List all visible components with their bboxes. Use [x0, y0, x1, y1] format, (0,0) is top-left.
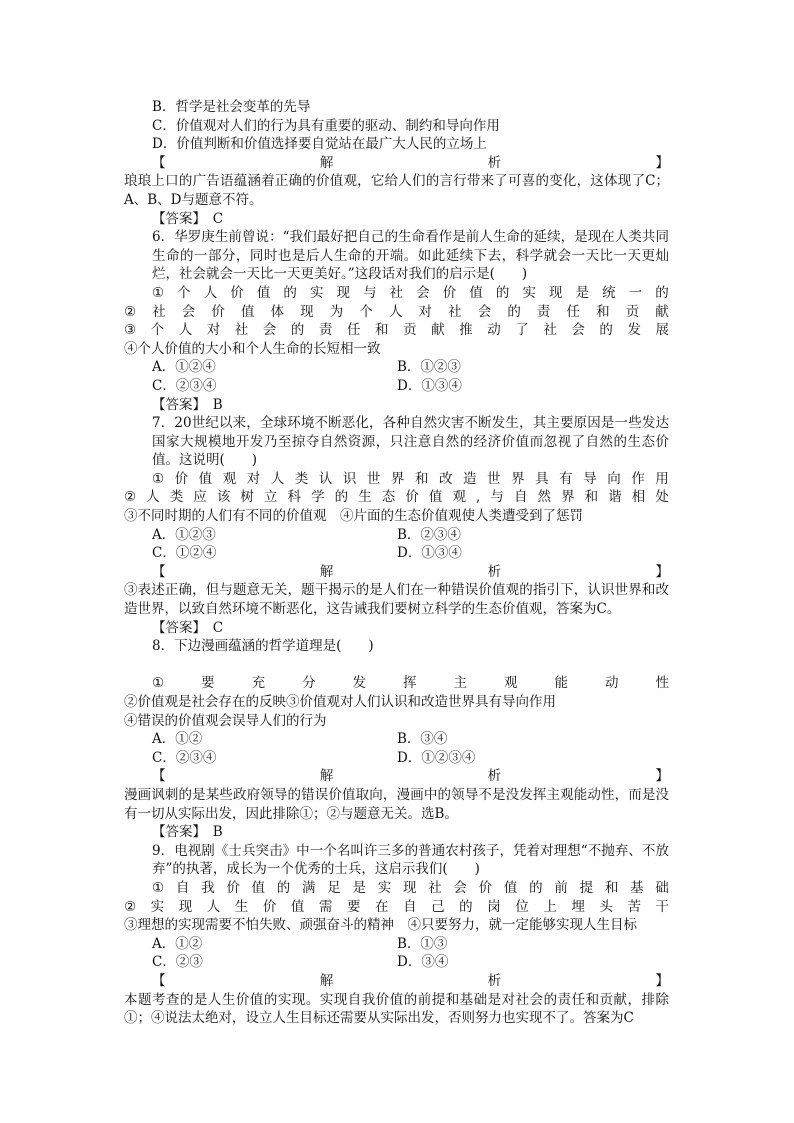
spread-char: 值: [469, 284, 483, 301]
spread-char: 生: [234, 898, 249, 915]
spread-char: 基: [630, 879, 644, 896]
spread-char: 价: [442, 284, 457, 301]
spread-char: 实: [309, 284, 324, 301]
document-body: [124, 98, 669, 1028]
q8-analysis-text: 漫画讽刺的是某些政府领导的错误价值取向，漫画中的领导不是没发挥主观能动性，而是没有一切从实际出发，因此排除①；②与题意无关。选B。: [124, 786, 669, 822]
spread-char: 的: [276, 879, 291, 896]
spread-char: 导: [583, 470, 597, 487]
spread-char: 自: [513, 489, 528, 506]
spread-char: 价: [262, 898, 277, 915]
spread-char: 础: [655, 879, 669, 896]
spread-char: 实: [150, 898, 165, 915]
q5-answer: 【答案】 C: [152, 210, 224, 227]
spread-char: 的: [655, 284, 669, 301]
spread-char: 提: [579, 879, 594, 896]
q6-statement-3: [124, 321, 669, 340]
spread-char: 主: [453, 675, 468, 692]
spread-char: 发: [627, 322, 641, 339]
q6-statement-2: [124, 303, 669, 322]
q8-statement-2: ②价值观是社会存在的反映③价值观对人们认识和改造世界具有导向作用: [124, 694, 556, 710]
spread-char: 与: [363, 284, 377, 301]
spread-char: 价: [174, 470, 189, 487]
q7-statement-1: [124, 470, 669, 489]
spread-char: 处: [655, 489, 669, 506]
spread-char: ,: [476, 489, 481, 506]
spread-char: 该: [216, 489, 231, 506]
spread-char: 现: [300, 303, 314, 320]
spread-char: 界: [561, 489, 575, 506]
spread-char: 立: [263, 489, 278, 506]
spread-char: 价: [478, 879, 493, 896]
spread-char: 会: [571, 322, 585, 339]
spread-char: 实: [377, 879, 392, 896]
spread-char: 头: [599, 898, 613, 915]
spread-char: 社: [152, 303, 166, 320]
q5-analysis-header: 【 解 析 】: [152, 154, 669, 171]
cartoon-placeholder: [124, 656, 669, 675]
q8-options-row-1: A．①② B．③④: [152, 731, 448, 748]
q9-options-row-2: C．②③ D．③④: [152, 954, 449, 971]
spread-char: 个: [177, 284, 191, 301]
spread-char: 会: [181, 303, 196, 320]
spread-char: 具: [535, 470, 549, 487]
spread-char: 树: [240, 489, 254, 506]
spread-char: 类: [169, 489, 184, 506]
spread-char: 会: [477, 303, 492, 320]
spread-char: 值: [256, 284, 271, 301]
spread-char: 会: [416, 284, 430, 301]
q8-statement-3: ④错误的价值观会误导人们的行为: [124, 712, 327, 729]
q8-stem: 8．下边漫画蕴涵的哲学道理是( ): [152, 638, 374, 655]
spread-char: 任: [566, 303, 581, 320]
spread-char: 界: [390, 470, 405, 487]
spread-char: 贡: [403, 322, 417, 339]
spread-char: 科: [287, 489, 302, 506]
spread-char: 态: [381, 489, 396, 506]
spread-char: 性: [655, 675, 669, 692]
spread-char: 界: [511, 470, 525, 487]
spread-char: 贡: [625, 303, 640, 320]
spread-char: 价: [230, 284, 244, 301]
spread-char: 作: [631, 470, 645, 487]
spread-char: 分: [302, 675, 316, 692]
q7-answer: 【答案】 C: [152, 619, 224, 636]
spread-char: 人: [178, 322, 193, 339]
spread-char: 人: [203, 284, 218, 301]
spread-char: 学: [311, 489, 325, 506]
spread-char: 人: [388, 303, 403, 320]
spread-char: 人: [146, 489, 160, 506]
q6-options-row-2: C．②③④ D．①③④: [152, 377, 462, 394]
spread-char: 任: [346, 322, 361, 339]
spread-char: 责: [318, 322, 333, 339]
spread-char: 我: [201, 879, 215, 896]
spread-char: 谐: [608, 489, 622, 506]
spread-char: 岗: [487, 898, 501, 915]
spread-char: 的: [495, 284, 510, 301]
spread-char: 和: [414, 470, 429, 487]
spread-char: 上: [543, 898, 557, 915]
q5-analysis-text: 琅琅上口的广告语蕴涵着正确的价值观，它给人们的言行带来了可喜的变化，这体现了C；A、B、D与题意不符。: [124, 173, 669, 208]
q8-options-row-2: C．②③④ D．①②③④: [152, 749, 476, 766]
spread-char: 要: [346, 898, 361, 915]
spread-char: 会: [262, 322, 277, 339]
spread-char: 人: [270, 470, 285, 487]
spread-char: 对: [418, 303, 433, 320]
spread-char: 改: [438, 470, 453, 487]
q9-stem: 9．电视剧《士兵突击》中一个名叫许三多的普通农村孩子，凭着对理想“不抛弃、不放弃”的执著，成长为一个优秀的士兵，这启示我们( ): [152, 842, 669, 878]
spread-char: 然: [537, 489, 552, 506]
spread-char: 足: [327, 879, 341, 896]
spread-char: 献: [655, 303, 669, 320]
spread-char: 观: [222, 470, 237, 487]
q8-answer: 【答案】 B: [152, 824, 223, 841]
q8-analysis-header: 【 解 析 】: [152, 768, 669, 785]
q5-option-d: D．价值判断和价值选择要自觉站在最广大人民的立场上: [152, 136, 487, 153]
q6-answer: 【答案】 B: [152, 396, 223, 413]
spread-char: 社: [234, 322, 249, 339]
spread-char: 需: [318, 898, 333, 915]
spread-char: 值: [503, 879, 518, 896]
spread-char: 认: [318, 470, 333, 487]
q5-option-c: C．价值观对人们的行为具有重要的驱动、制约和导向作用: [152, 117, 500, 134]
spread-char: 要: [201, 675, 215, 692]
spread-char: 对: [206, 322, 221, 339]
spread-char: 值: [240, 303, 255, 320]
spread-char: 和: [604, 879, 619, 896]
spread-char: 现: [336, 284, 351, 301]
spread-char: 现: [178, 898, 193, 915]
spread-char: 现: [549, 284, 563, 301]
q9-statement-1: [124, 879, 669, 898]
spread-char: 对: [246, 470, 261, 487]
spread-char: 值: [290, 898, 305, 915]
q6-options-row-1: A．①②④ B．①②③: [152, 359, 461, 376]
spread-char: 世: [366, 470, 381, 487]
spread-char: 用: [655, 470, 669, 487]
spread-char: 苦: [627, 898, 641, 915]
q5-option-b: B．哲学是社会变革的先导: [152, 99, 311, 115]
spread-char: 值: [251, 879, 266, 896]
spread-char: 位: [515, 898, 529, 915]
q9-analysis-header: 【 解 析 】: [152, 972, 669, 989]
spread-char: 统: [602, 284, 616, 301]
spread-char: 自: [403, 898, 417, 915]
spread-char: 与: [490, 489, 504, 506]
spread-char: 观: [452, 489, 466, 506]
spread-char: 的: [529, 879, 543, 896]
q7-options-row-1: A．①②③ B．②③④: [152, 526, 461, 543]
spread-char: 在: [375, 898, 389, 915]
spread-char: 有: [559, 470, 573, 487]
spread-char: 一: [628, 284, 643, 301]
spread-char: ②: [124, 489, 137, 506]
spread-char: 个: [359, 303, 373, 320]
q7-statement-3: ③不同时期的人们有不同的价值观 ④片面的生态价值观使人类遭受到了惩罚: [124, 508, 583, 525]
spread-char: 的: [599, 322, 613, 339]
spread-char: 现: [402, 879, 417, 896]
spread-char: 献: [431, 322, 445, 339]
spread-char: 充: [251, 675, 266, 692]
spread-char: 实: [522, 284, 536, 301]
spread-char: 值: [428, 489, 443, 506]
spread-char: 类: [294, 470, 309, 487]
spread-char: 和: [596, 303, 610, 320]
spread-char: 推: [459, 322, 473, 339]
spread-char: 价: [405, 489, 419, 506]
spread-char: 识: [342, 470, 357, 487]
spread-char: 会: [453, 879, 467, 896]
spread-char: 为: [329, 303, 344, 320]
spread-char: 应: [193, 489, 207, 506]
spread-char: 相: [631, 489, 646, 506]
spread-char: 的: [290, 322, 305, 339]
spread-char: ②: [124, 303, 137, 320]
spread-char: 社: [543, 322, 557, 339]
q7-stem: 7．20世纪以来，全球环境不断恶化，各种自然灾害不断发生，其主要原因是一些发达国家大规模地开发乃至掠夺自然资源，只注意自然的经济价值而忽视了自然的生态价值。这说明( ): [152, 415, 669, 469]
spread-char: 社: [428, 879, 442, 896]
q6-statement-1: [124, 284, 669, 303]
q9-statement-2: [124, 898, 669, 917]
spread-char: 价: [226, 879, 240, 896]
spread-char: 的: [283, 284, 297, 301]
spread-char: ①: [152, 284, 165, 301]
q9-statement-3: ③理想的实现需要不怕失败、顽强奋斗的精神 ④只要努力，就一定能够实现人生目标: [124, 917, 637, 934]
spread-char: 世: [487, 470, 501, 487]
spread-char: 的: [334, 489, 349, 506]
spread-char: 值: [198, 470, 213, 487]
spread-char: 自: [175, 879, 190, 896]
spread-char: ①: [152, 675, 165, 692]
spread-char: 能: [554, 675, 568, 692]
spread-char: 了: [515, 322, 529, 339]
spread-char: 埋: [571, 898, 585, 915]
q9-options-row-1: A．①② B．①③: [152, 935, 448, 952]
q6-stem: 6．华罗庚生前曾说：“我们最好把自己的生命看作是前人生命的延续，是现在人类共同生命的一部分，同时也是后人生命的开端。如此延续下去，科学就会一天比一天更灿烂，社会就会一天比一天更美好。”这段话对我们的启示是( ): [152, 229, 669, 283]
spread-char: 体: [270, 303, 285, 320]
spread-char: 责: [536, 303, 551, 320]
spread-char: 前: [554, 879, 568, 896]
spread-char: 动: [487, 322, 501, 339]
spread-char: 动: [604, 675, 619, 692]
spread-char: 发: [352, 675, 367, 692]
spread-char: 社: [389, 284, 404, 301]
spread-char: 向: [607, 470, 621, 487]
spread-char: 是: [352, 879, 366, 896]
q7-statement-2: [124, 488, 669, 507]
spread-char: 干: [655, 898, 669, 915]
spread-char: ②: [124, 898, 137, 915]
q8-statement-1: [124, 674, 669, 693]
spread-char: ①: [152, 879, 165, 896]
q7-analysis-header: 【 解 析 】: [152, 563, 669, 580]
spread-char: 生: [358, 489, 372, 506]
spread-char: 满: [302, 879, 316, 896]
spread-char: 和: [584, 489, 599, 506]
spread-char: 己: [431, 898, 445, 915]
spread-char: 价: [211, 303, 225, 320]
spread-char: ①: [152, 470, 165, 487]
q7-options-row-2: C．①②④ D．①③④: [152, 545, 462, 562]
spread-char: 个: [150, 322, 165, 339]
spread-char: 社: [448, 303, 462, 320]
spread-char: 观: [504, 675, 518, 692]
spread-char: 的: [459, 898, 473, 915]
q6-statement-4: ④个人价值的大小和个人生命的长短相一致: [124, 340, 381, 357]
spread-char: 的: [507, 303, 521, 320]
spread-char: 人: [206, 898, 221, 915]
spread-char: 展: [655, 322, 669, 339]
q9-analysis-text: 本题考查的是人生价值的实现。实现自我价值的前提和基础是对社会的责任和贡献，排除①；④说法太绝对，设立人生目标还需要从实际出发，否则努力也实现不了。答案为C: [124, 991, 669, 1027]
spread-char: 挥: [403, 675, 417, 692]
spread-char: 和: [375, 322, 389, 339]
spread-char: 造: [463, 470, 477, 487]
spread-char: 是: [575, 284, 590, 301]
spread-char: ③: [124, 322, 137, 339]
q7-analysis-text: ③表述正确，但与题意无关，题干揭示的是人们在一种错误价值观的指引下，认识世界和改造世界，以致自然环境不断恶化，这告诫我们要树立科学的生态价值观，答案为C。: [124, 582, 669, 618]
